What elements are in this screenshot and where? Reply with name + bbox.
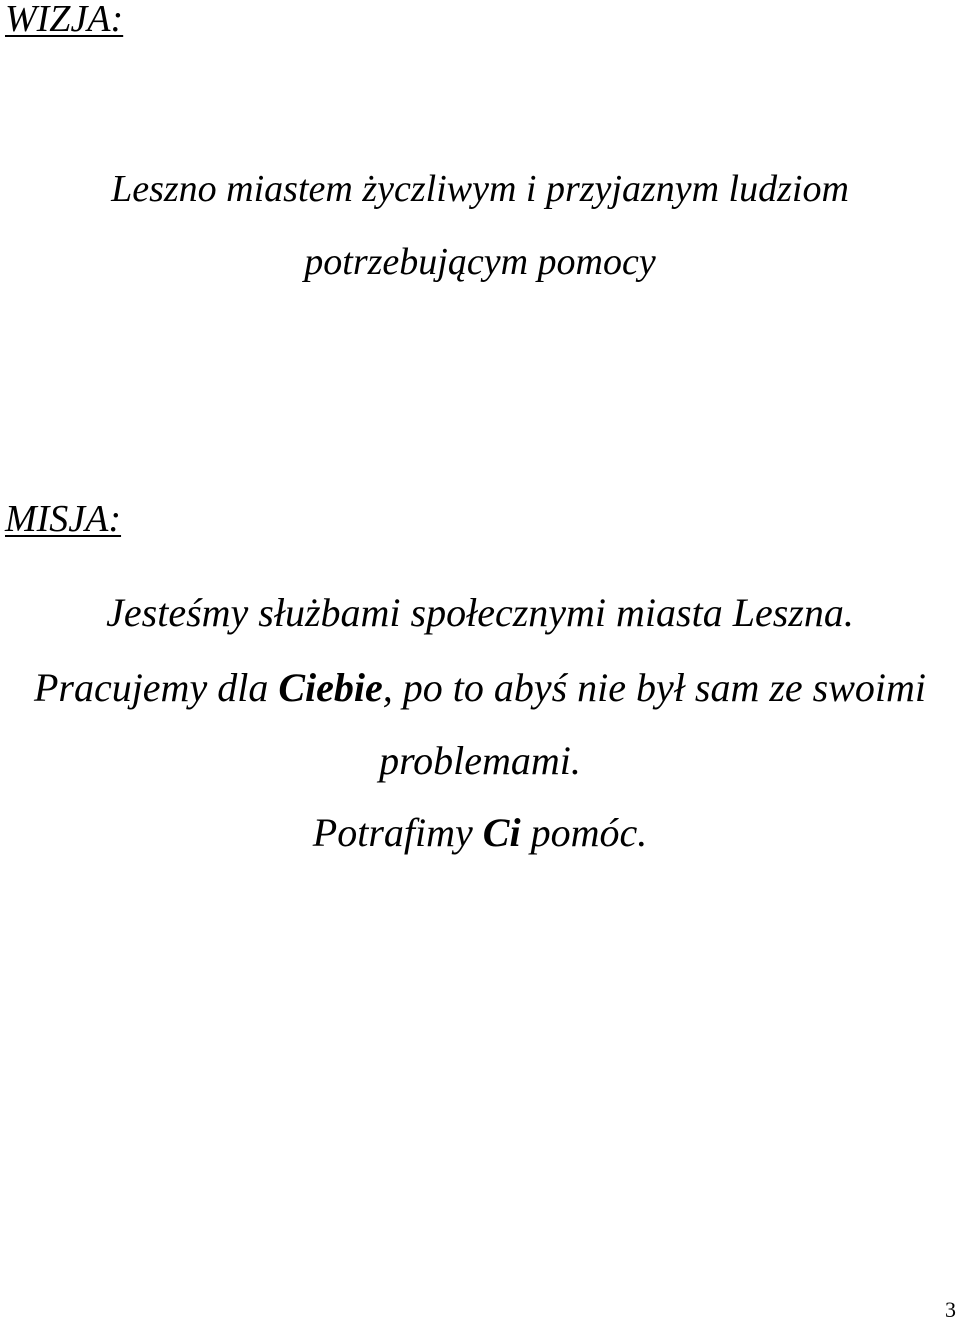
mission-line-2: [0, 665, 960, 710]
vision-heading: WIZJA:: [5, 0, 124, 40]
mission-line-4-end: pomóc.: [520, 810, 648, 855]
mission-heading: MISJA:: [5, 498, 122, 540]
mission-line-4-start: Potrafimy: [312, 810, 483, 855]
mission-line-2-start: Pracujemy dla: [33, 665, 279, 710]
page-number: 3: [945, 1297, 956, 1322]
mission-line-3: problemami.: [379, 738, 581, 783]
emphasis-ciebie: Ciebie: [278, 665, 383, 710]
vision-line-2: potrzebującym pomocy: [304, 241, 656, 283]
vision-line-1: Leszno miastem życzliwym i przyjaznym ludziom: [111, 168, 849, 210]
mission-line-4: [0, 810, 960, 855]
mission-line-1: Jesteśmy służbami społecznymi miasta Leszna.: [106, 590, 854, 635]
emphasis-ci: Ci: [482, 810, 521, 855]
mission-line-2-end: , po to abyś nie był sam ze swoimi: [382, 665, 927, 710]
